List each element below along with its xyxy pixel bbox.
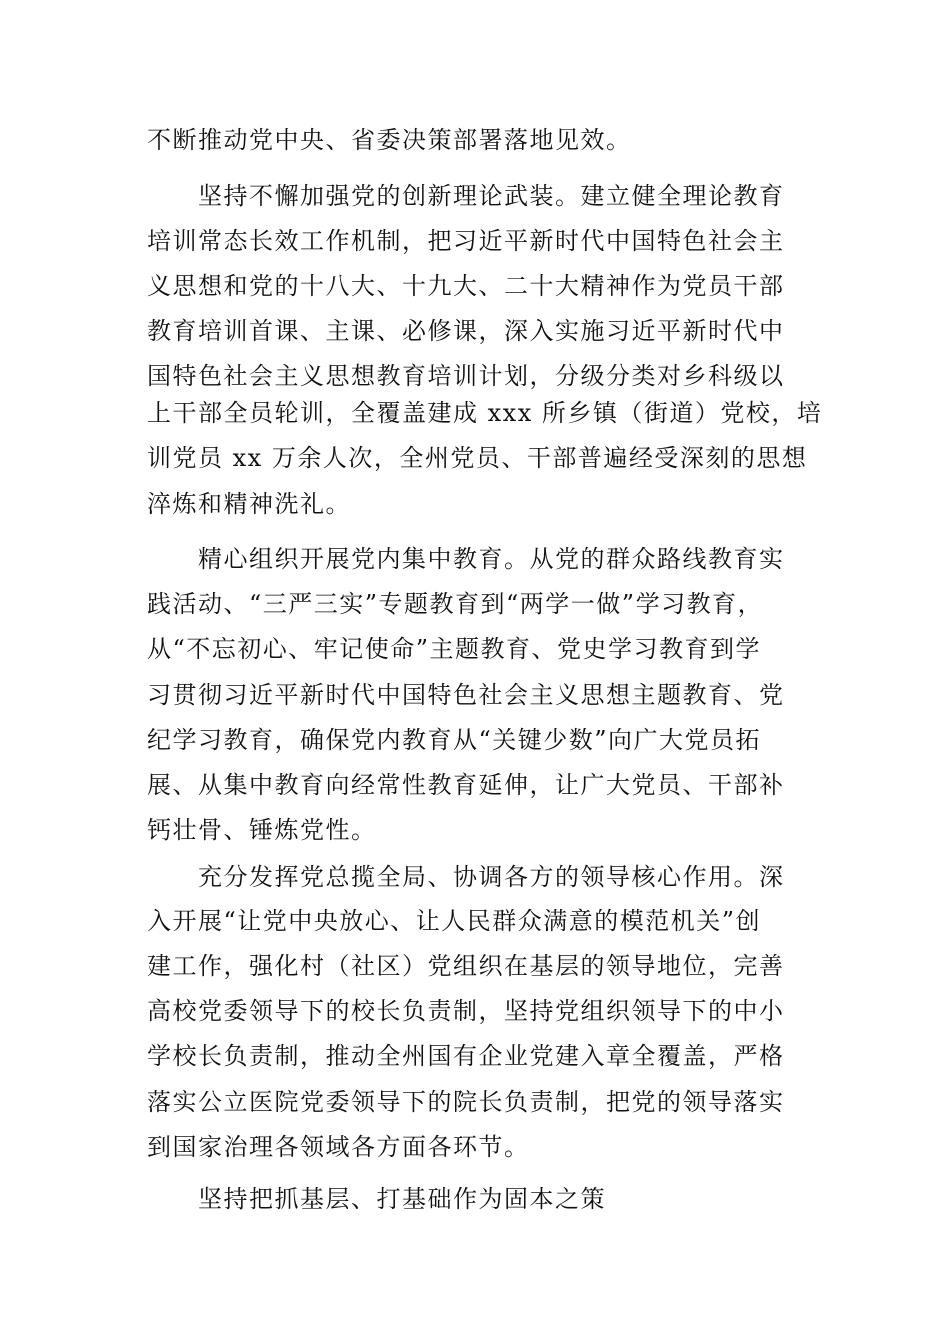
text-line: 到国家治理各领域各方面各环节。 (147, 1133, 530, 1161)
text-line: 学校长负责制，推动全州国有企业党建入章全覆盖，严格 (147, 1042, 785, 1070)
text-line: 展、从集中教育向经常性教育延伸，让广大党员、干部补 (147, 771, 785, 799)
text-line: 淬炼和精神洗礼。 (147, 490, 351, 518)
text-line: 义思想和党的十八大、十九大、二十大精神作为党员干部 (147, 272, 785, 300)
text-line: 高校党委领导下的校长负责制，坚持党组织领导下的中小 (147, 997, 785, 1025)
text-line: 训党员 xx 万余人次，全州党员、干部普遍经受深刻的思想 (147, 444, 808, 472)
paragraph-first-line: 充分发挥党总揽全局、协调各方的领导核心作用。深 (198, 863, 785, 891)
text-line: 国特色社会主义思想教育培训计划，分级分类对乡科级以 (147, 362, 785, 390)
paragraph-first-line: 精心组织开展党内集中教育。从党的群众路线教育实 (198, 545, 785, 573)
text-line: 不断推动党中央、省委决策部署落地见效。 (147, 126, 632, 154)
text-line: 纪学习教育，确保党内教育从“关键少数”向广大党员拓 (147, 726, 762, 754)
text-line: 建工作，强化村（社区）党组织在基层的领导地位，完善 (147, 952, 785, 980)
text-line: 钙壮骨、锤炼党性。 (147, 816, 377, 844)
paragraph-first-line: 坚持把抓基层、打基础作为固本之策 (198, 1185, 606, 1213)
paragraph-first-line: 坚持不懈加强党的创新理论武装。建立健全理论教育 (198, 182, 785, 210)
text-line: 教育培训首课、主课、必修课，深入实施习近平新时代中 (147, 317, 785, 345)
text-line: 上干部全员轮训，全覆盖建成 xxx 所乡镇（街道）党校，培 (147, 399, 823, 427)
text-line: 入开展“让党中央放心、让人民群众满意的模范机关”创 (147, 907, 762, 935)
text-line: 从“不忘初心、牢记使命”主题教育、党史学习教育到学 (147, 635, 762, 663)
text-line: 落实公立医院党委领导下的院长负责制，把党的领导落实 (147, 1088, 785, 1116)
text-line: 践活动、“三严三实”专题教育到“两学一做”学习教育， (147, 590, 764, 618)
text-line: 习贯彻习近平新时代中国特色社会主义思想主题教育、党 (147, 681, 785, 709)
text-line: 培训常态长效工作机制，把习近平新时代中国特色社会主 (147, 227, 785, 255)
